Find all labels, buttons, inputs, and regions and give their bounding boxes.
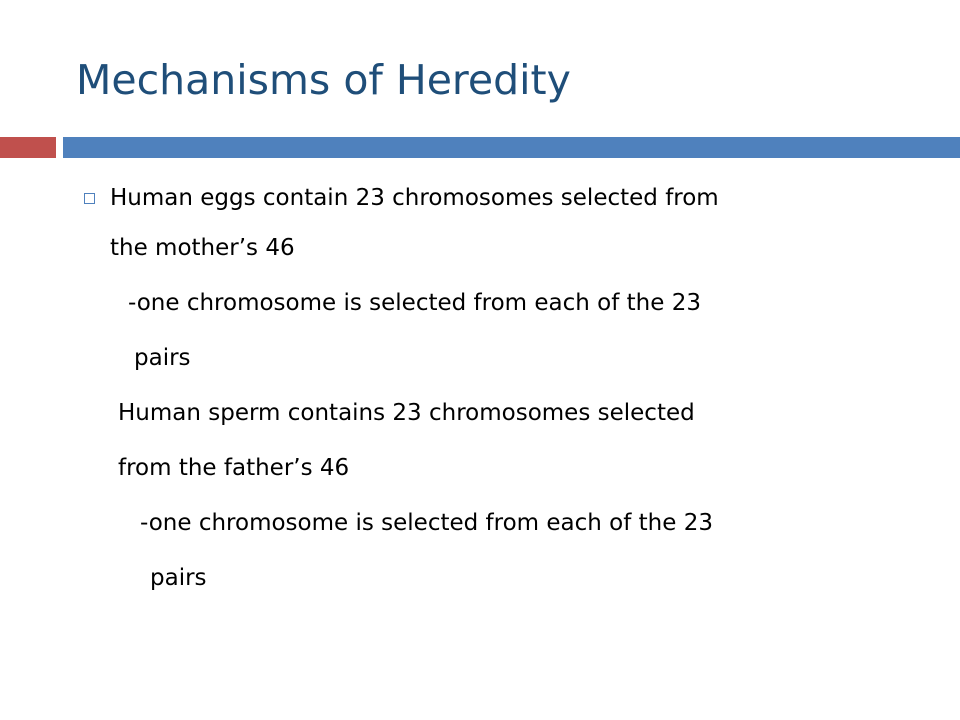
paragraph-line: from the father’s 46: [118, 455, 350, 481]
bullet-line-continuation: the mother’s 46: [110, 235, 295, 261]
bullet-line: Human eggs contain 23 chromosomes selected from: [110, 185, 719, 211]
sub-point-line: -one chromosome is selected from each of the 23: [128, 290, 701, 316]
slide-title: Mechanisms of Heredity: [76, 56, 571, 104]
sub-point-continuation: pairs: [134, 345, 191, 371]
square-bullet-icon: [84, 193, 95, 204]
paragraph-line: Human sperm contains 23 chromosomes selected: [118, 400, 695, 426]
sub-point-continuation: pairs: [150, 565, 207, 591]
sub-point-line: -one chromosome is selected from each of the 23: [140, 510, 713, 536]
